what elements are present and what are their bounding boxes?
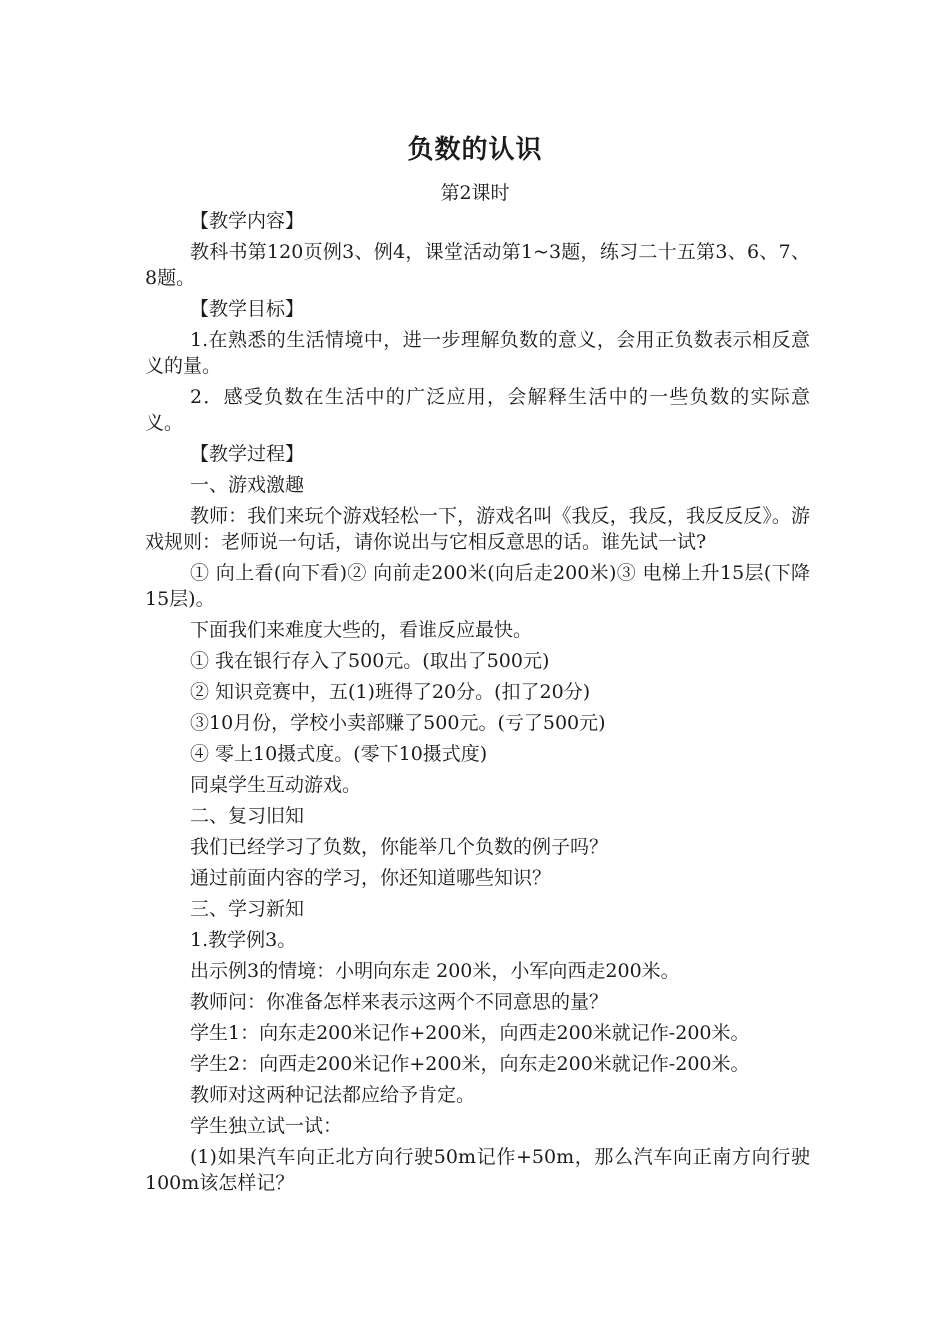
paragraph: 出示例3的情境：小明向东走 200米，小军向西走200米。 [190,960,680,982]
section-heading-process: 【教学过程】 [190,443,305,465]
paragraph: 1.教学例3。 [190,929,297,951]
paragraph: 2．感受负数在生活中的广泛应用，会解释生活中的一些负数的实际意义。 [145,386,810,434]
paragraph: 教师对这两种记法都应给予肯定。 [190,1084,476,1106]
list-item: ② 知识竞赛中，五(1)班得了20分。(扣了20分) [190,681,591,703]
paragraph: 教师：我们来玩个游戏轻松一下，游戏名叫《我反，我反，我反反反》。游戏规则：老师说一句话，请你说出与它相反意思的话。谁先试一试? [145,505,810,553]
subsection-heading: 一、游戏激趣 [190,474,305,496]
paragraph: 同桌学生互动游戏。 [190,774,362,796]
document-subtitle: 第2课时 [440,182,510,204]
paragraph: ① 向上看(向下看)② 向前走200米(向后走200米)③ 电梯上升15层(下降15层)。 [145,562,810,610]
list-item: ④ 零上10摄式度。(零下10摄式度) [190,743,488,765]
paragraph: (1)如果汽车向正北方向行驶50m记作+50m，那么汽车向正南方向行驶100m该怎样记？ [145,1146,810,1194]
list-item: ③10月份，学校小卖部赚了500元。(亏了500元) [190,712,606,734]
paragraph: 通过前面内容的学习，你还知道哪些知识？ [190,867,552,889]
document-body [145,208,810,1201]
paragraph: 我们已经学习了负数，你能举几个负数的例子吗？ [190,836,609,858]
list-item: ① 我在银行存入了500元。(取出了500元) [190,650,550,672]
paragraph: 教科书第120页例3、例4，课堂活动第1~3题，练习二十五第3、6、7、8题。 [145,241,810,289]
paragraph: 教师问：你准备怎样来表示这两个不同意思的量？ [190,991,609,1013]
subsection-heading: 二、复习旧知 [190,805,305,827]
paragraph: 学生独立试一试： [190,1115,343,1137]
paragraph: 1.在熟悉的生活情境中，进一步理解负数的意义，会用正负数表示相反意义的量。 [145,329,810,377]
section-heading-content: 【教学内容】 [190,210,305,232]
paragraph: 学生2：向西走200米记作+200米，向东走200米就记作-200米。 [190,1053,750,1075]
document-title: 负数的认识 [407,135,543,165]
section-heading-goals: 【教学目标】 [190,298,305,320]
paragraph: 学生1：向东走200米记作+200米，向西走200米就记作-200米。 [190,1022,750,1044]
paragraph: 下面我们来难度大些的，看谁反应最快。 [190,619,533,641]
subsection-heading: 三、学习新知 [190,898,305,920]
